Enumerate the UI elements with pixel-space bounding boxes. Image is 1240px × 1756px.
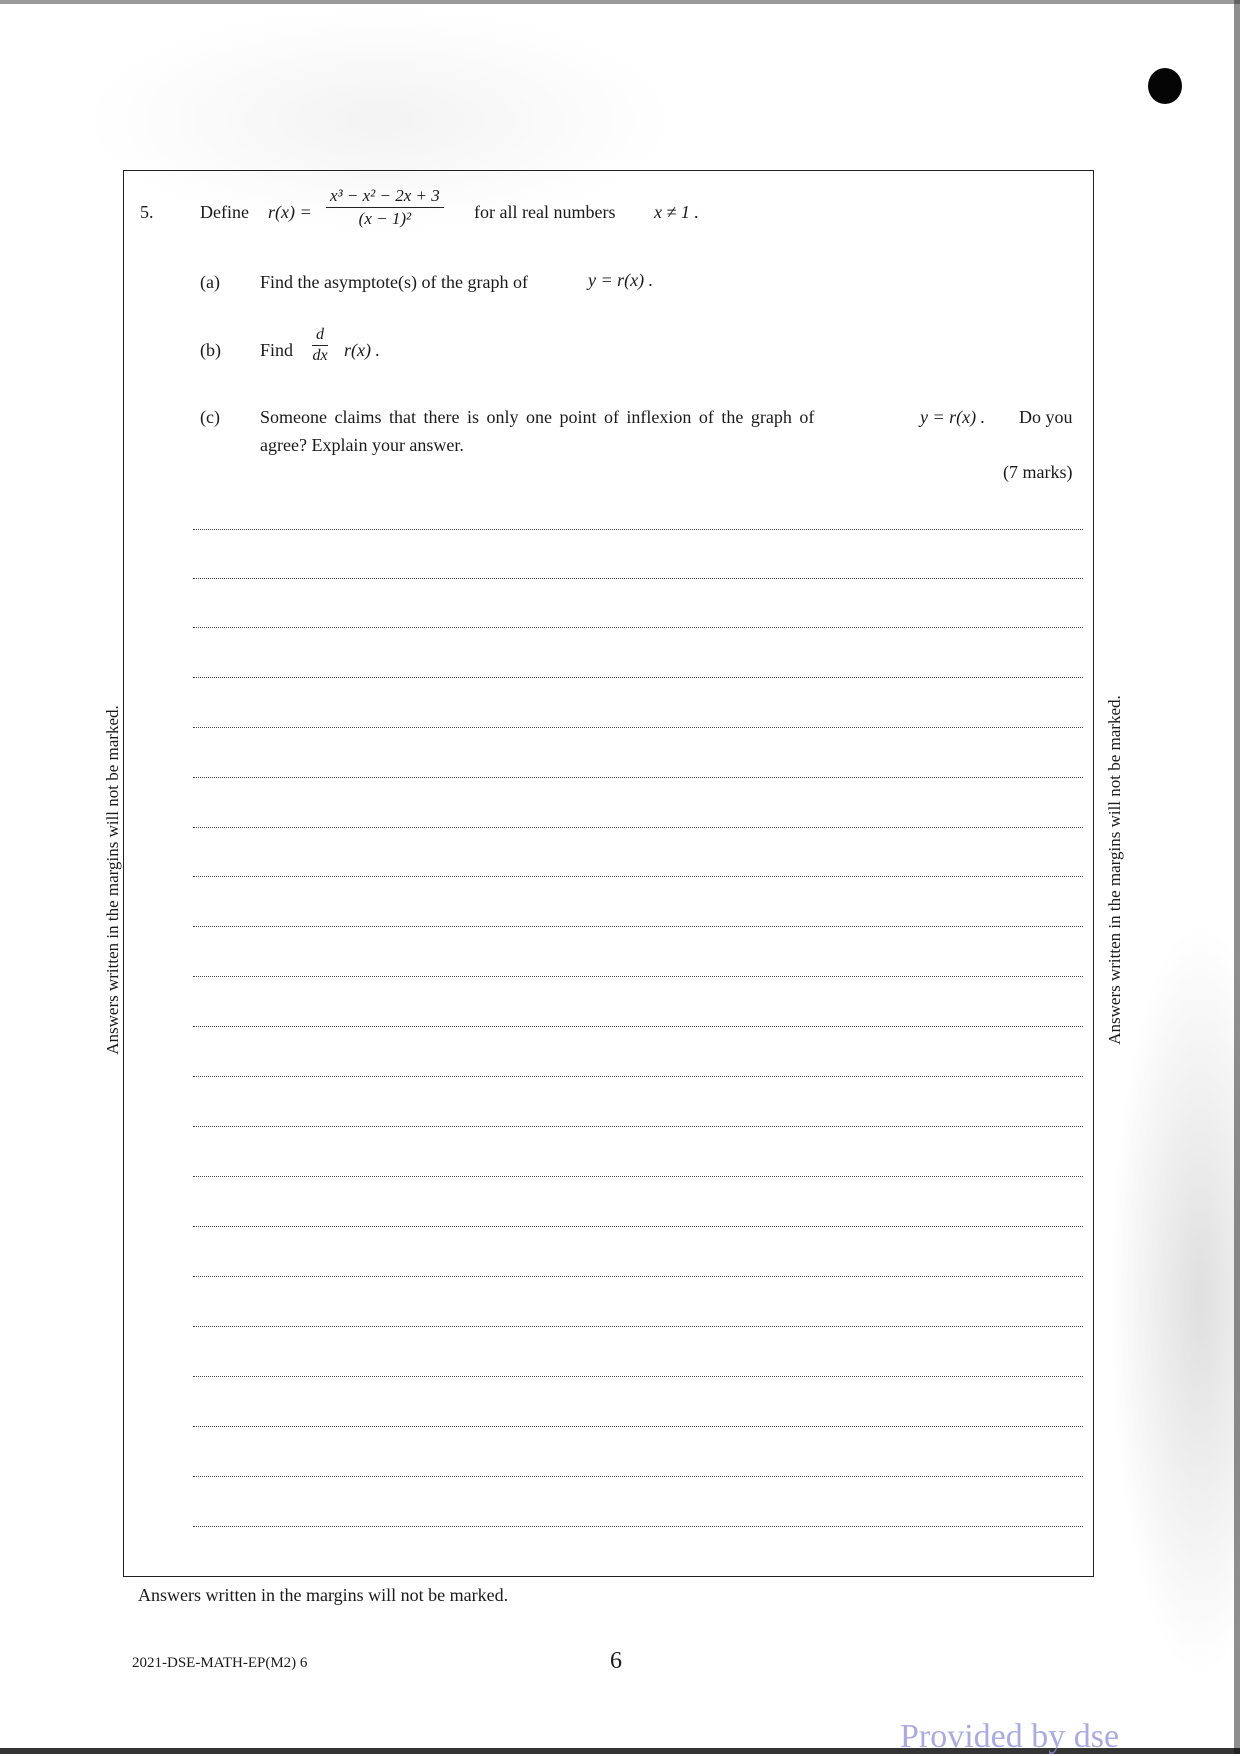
answer-line — [193, 777, 1083, 778]
define-word: Define — [200, 202, 249, 222]
scan-top-edge — [0, 0, 1240, 4]
derivative-numerator: d — [316, 326, 324, 343]
scan-right-edge — [1234, 0, 1240, 1754]
part-c-tail: Do you — [1019, 407, 1073, 427]
part-a-math: y = r(x) . — [588, 270, 654, 290]
answer-line — [193, 677, 1083, 678]
marks-allocation: (7 marks) — [1003, 462, 1073, 482]
margin-note-left: Answers written in the margins will not be marked. — [103, 705, 122, 1055]
answer-line — [193, 529, 1083, 530]
answer-line — [193, 1026, 1083, 1027]
part-b-math: r(x) . — [344, 340, 380, 360]
part-a-label: (a) — [200, 272, 220, 292]
answer-line — [193, 1126, 1083, 1127]
answer-line — [193, 876, 1083, 877]
derivative-bar — [312, 345, 328, 346]
part-a-text: Find the asymptote(s) of the graph of — [260, 272, 528, 292]
domain-text: for all real numbers — [474, 202, 616, 222]
answer-line — [193, 1326, 1083, 1327]
part-c-label: (c) — [200, 407, 220, 427]
part-b-label: (b) — [200, 340, 221, 360]
fraction-numerator: x³ − x² − 2x + 3 — [330, 186, 440, 205]
function-lhs: r(x) = — [268, 202, 312, 222]
answer-line — [193, 1076, 1083, 1077]
answer-line — [193, 1276, 1083, 1277]
page-number: 6 — [610, 1648, 622, 1674]
answer-line — [193, 727, 1083, 728]
derivative-denominator: dx — [312, 347, 328, 364]
derivative-operator — [312, 326, 328, 365]
answer-box — [123, 170, 1094, 1577]
part-c-text: Someone claims that there is only one point of inflexion of the graph of — [260, 407, 815, 427]
answer-line — [193, 1176, 1083, 1177]
answer-line — [193, 1226, 1083, 1227]
margin-note-bottom: Answers written in the margins will not be marked. — [138, 1585, 509, 1605]
part-c-math: y = r(x) . — [920, 407, 986, 427]
margin-note-right: Answers written in the margins will not be marked. — [1105, 695, 1124, 1045]
part-b-text: Find — [260, 340, 294, 360]
question-number: 5. — [140, 202, 154, 222]
paper-code: 2021-DSE-MATH-EP(M2) 6 — [132, 1655, 308, 1671]
answer-line — [193, 627, 1083, 628]
answer-line — [193, 1526, 1083, 1527]
function-fraction — [326, 186, 444, 229]
punch-hole — [1148, 68, 1182, 104]
fraction-denominator: (x − 1)² — [358, 209, 412, 228]
answer-line — [193, 578, 1083, 579]
fraction-bar — [326, 207, 444, 208]
answer-line — [193, 1476, 1083, 1477]
watermark: Provided by dse — [900, 1718, 1120, 1755]
answer-line — [193, 1426, 1083, 1427]
answer-line — [193, 976, 1083, 977]
answer-line — [193, 827, 1083, 828]
domain-condition: x ≠ 1 . — [654, 202, 699, 222]
part-c-line2: agree? Explain your answer. — [260, 435, 464, 455]
answer-line — [193, 1376, 1083, 1377]
answer-line — [193, 926, 1083, 927]
